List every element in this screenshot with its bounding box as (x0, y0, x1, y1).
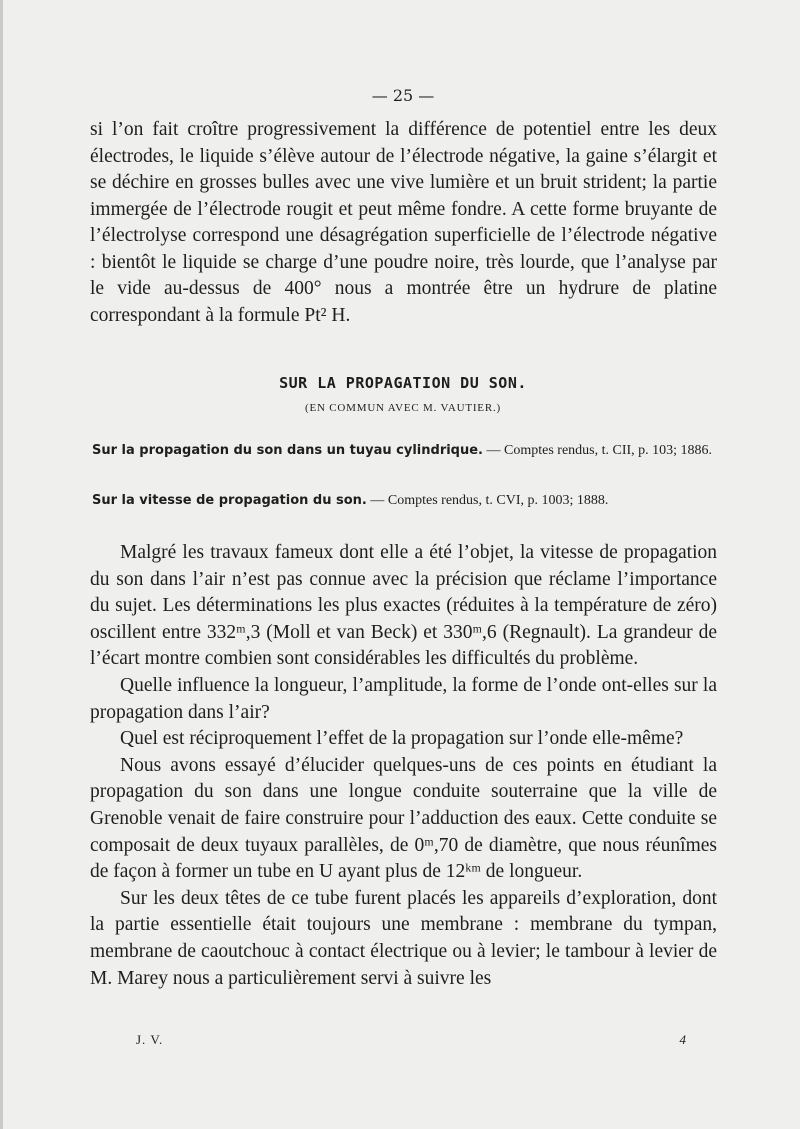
paragraph-2: Quelle influence la longueur, l’amplitude, la forme de l’onde ont-elles sur la propagation dans l’air? (90, 674, 717, 723)
paragraph-4: Nous avons essayé d’élucider quelques-uns de ces points en étudiant la propagation du son dans une longue conduite souterraine que la ville de Grenoble venait de faire construire pour l’adduction des eaux. Cette conduite se composait de deux tuyaux parallèles, de 0ᵐ,70 de diamètre, que nous réunîmes de façon à former un tube en U ayant plus de 12ᵏᵐ de longueur. (90, 754, 717, 883)
reference-2-details: — Comptes rendus, t. CVI, p. 1003; 1888. (370, 493, 609, 508)
reference-1-details: — Comptes rendus, t. CII, p. 103; 1886. (486, 443, 713, 458)
page-number: — 25 — (371, 86, 435, 105)
section-subtitle: (EN COMMUN AVEC M. VAUTIER.) (305, 402, 501, 414)
reference-1 (92, 441, 718, 460)
paragraph-5: Sur les deux têtes de ce tube furent placés les appareils d’exploration, dont la partie essentielle était toujours une membrane : membrane du tympan, membrane de caoutchouc à contact électrique ou à levier; le tambour à levier de M. Marey nous a particulièrement servi à suivre les (90, 887, 717, 989)
signature-mark: J. V. (136, 1032, 164, 1047)
paragraph-1: Malgré les travaux fameux dont elle a été l’objet, la vitesse de propagation du son dans l’air n’est pas connue avec la précision que réclame l’importance du sujet. Les déterminations les plus exactes (réduites à la température de zéro) oscillent entre 332ᵐ,3 (Moll et van Beck) et 330ᵐ,6 (Regnault). La grandeur de l’écart montre combien sont considérables les difficultés du problème. (90, 542, 717, 670)
reference-1-title: Sur la propagation du son dans un tuyau cylindrique. (92, 443, 483, 458)
sheet-number: 4 (679, 1032, 686, 1047)
reference-2-title: Sur la vitesse de propagation du son. (92, 493, 367, 508)
reference-2 (92, 491, 718, 510)
body-text (90, 540, 717, 992)
section-title: SUR LA PROPAGATION DU SON. (279, 374, 527, 392)
intro-paragraph: si l’on fait croître progressivement la différence de potentiel entre les deux électrodes, le liquide s’élève autour de l’électrode négative, la gaine s’élargit et se déchire en grosses bulles avec une vive lumière et un bruit strident; la partie immergée de l’électrode rougit et peut même fondre. A cette forme bruyante de l’électrolyse correspond une désagrégation superficielle de l’électrode négative : bientôt le liquide se charge d’une poudre noire, très lourde, que l’analyse par le vide au-dessus de 400° nous a montrée être un hydrure de platine correspondant à la formule Pt² H. (90, 119, 717, 326)
paragraph-3: Quel est réciproquement l’effet de la propagation sur l’onde elle-même? (120, 728, 684, 750)
